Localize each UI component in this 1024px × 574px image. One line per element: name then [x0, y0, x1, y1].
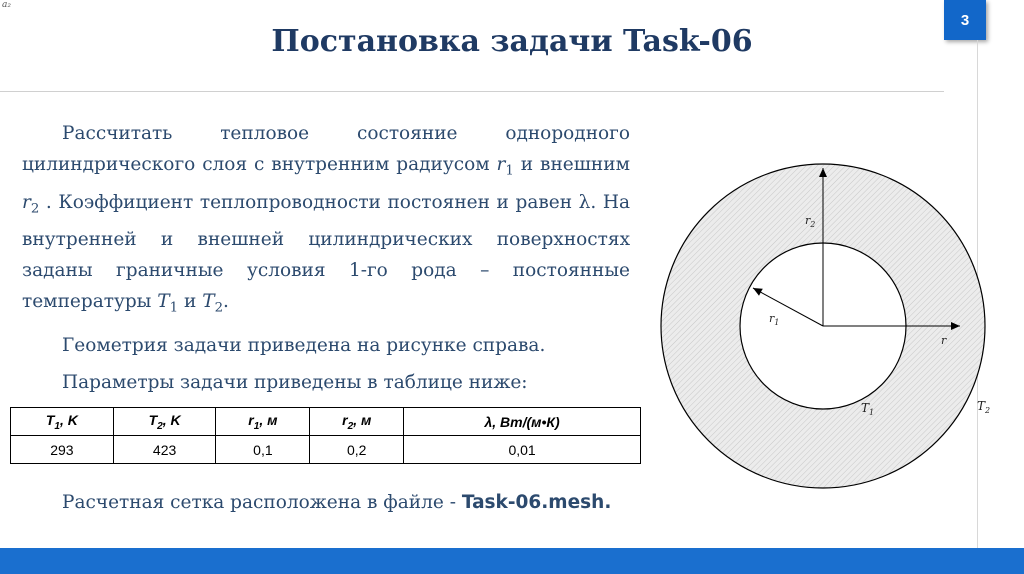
- r2-label: $r_2$: [805, 214, 816, 229]
- table-header-cell: $T_2$, K: [113, 408, 216, 436]
- problem-text-part: и внешним: [513, 154, 630, 175]
- r1-subscript: 1: [505, 163, 514, 179]
- slide-title: Постановка задачи Task-06: [271, 24, 753, 59]
- mesh-paragraph: [22, 487, 630, 518]
- table-header-row: [11, 408, 641, 436]
- table-cell: 0,01: [404, 436, 641, 464]
- problem-text-part: и: [178, 291, 203, 313]
- t2-symbol: T: [202, 291, 215, 313]
- r2-subscript: 2: [30, 201, 40, 217]
- mesh-note-text: Расчетная сетка расположена в файле -: [62, 492, 462, 513]
- problem-text-part: . Коэффициент теплопроводности постоянен и равен λ. На внутренней и внешней цилиндрических поверхностях заданы граничные условия 1-го рода – постоянные температуры: [22, 191, 630, 313]
- table-cell: 293: [11, 436, 114, 464]
- r1-symbol: r: [496, 154, 506, 175]
- t1-subscript: 1: [169, 301, 179, 317]
- r-axis-label: r: [941, 334, 947, 347]
- r1-label: $r_1$: [769, 312, 780, 327]
- table-header-cell: $r_1$, м: [216, 408, 310, 436]
- geometry-note: Геометрия задачи приведена на рисунке справа.: [62, 335, 546, 357]
- problem-paragraph: [22, 118, 630, 324]
- r2-symbol: r: [22, 191, 31, 213]
- table-header-cell: $r_2$, м: [310, 408, 404, 436]
- title-divider: [0, 91, 944, 92]
- problem-text-part: .: [223, 291, 229, 313]
- t1-label: $T_1$: [861, 401, 875, 417]
- parameters-table: [10, 407, 641, 464]
- params-note: Параметры задачи приведены в таблице ниже:: [62, 372, 528, 394]
- table-row: [11, 436, 641, 464]
- table-cell: 0,2: [310, 436, 404, 464]
- problem-text: [22, 118, 630, 398]
- t1-symbol: T: [157, 291, 170, 313]
- table-cell: 0,1: [216, 436, 310, 464]
- t2-label: $T_2$: [977, 399, 991, 415]
- mesh-file-name: Task-06.mesh: [461, 492, 605, 513]
- table-cell: 423: [113, 436, 216, 464]
- cylinder-layer-diagram: [655, 158, 995, 498]
- page-number-badge: 3: [944, 0, 986, 40]
- t2-subscript: 2: [214, 301, 224, 317]
- table-header-cell: $T_1$, K: [11, 408, 114, 436]
- problem-text-part: Рассчитать тепловое состояние однородного цилиндрического слоя с внутренним радиусом: [22, 123, 630, 175]
- mesh-note-end: .: [604, 492, 612, 513]
- corner-mark: a₂: [2, 0, 11, 10]
- table-header-cell: λ, Вт/(м•К): [404, 408, 641, 436]
- bottom-bar: [0, 548, 1024, 574]
- mesh-note: [22, 487, 630, 518]
